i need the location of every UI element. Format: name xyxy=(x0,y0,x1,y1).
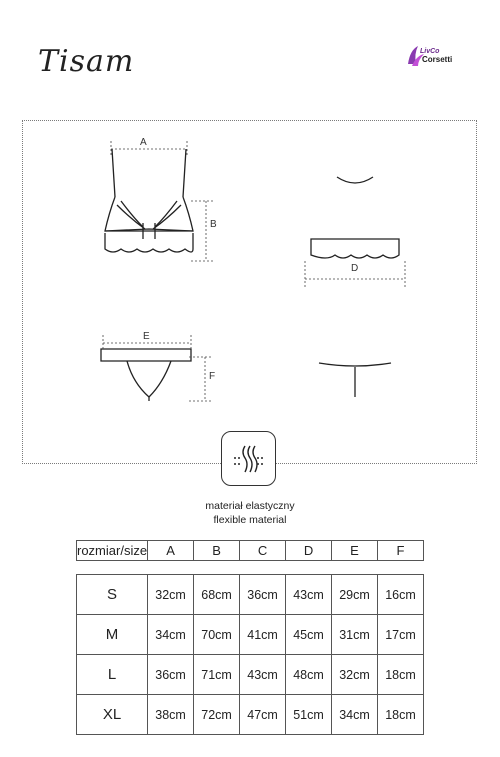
value-cell: 17cm xyxy=(378,615,424,655)
table-spacer xyxy=(77,561,424,575)
value-cell: 34cm xyxy=(332,695,378,735)
value-cell: 72cm xyxy=(194,695,240,735)
thong-front-drawing xyxy=(101,349,191,401)
value-cell: 16cm xyxy=(378,575,424,615)
value-cell: 29cm xyxy=(332,575,378,615)
value-cell: 36cm xyxy=(240,575,286,615)
size-cell: S xyxy=(77,575,148,615)
material-caption-polish: materiał elastyczny xyxy=(205,500,295,512)
table-row xyxy=(77,615,424,655)
value-cell: 31cm xyxy=(332,615,378,655)
measure-b-label: B xyxy=(210,219,217,230)
column-header-c: C xyxy=(240,541,286,561)
size-cell: M xyxy=(77,615,148,655)
value-cell: 18cm xyxy=(378,695,424,735)
value-cell: 32cm xyxy=(332,655,378,695)
value-cell: 34cm xyxy=(148,615,194,655)
measure-a-label: A xyxy=(140,137,147,148)
measure-b-line xyxy=(191,201,213,261)
value-cell: 32cm xyxy=(148,575,194,615)
value-cell: 43cm xyxy=(286,575,332,615)
bra-back-drawing xyxy=(311,177,399,258)
flexible-material-icon xyxy=(221,431,276,486)
measure-f-label: F xyxy=(209,371,216,382)
size-table xyxy=(76,540,424,735)
measurement-diagram xyxy=(22,120,477,464)
table-row xyxy=(77,695,424,735)
value-cell: 43cm xyxy=(240,655,286,695)
value-cell: 36cm xyxy=(148,655,194,695)
column-header-e: E xyxy=(332,541,378,561)
value-cell: 45cm xyxy=(286,615,332,655)
size-cell: L xyxy=(77,655,148,695)
column-header-a: A xyxy=(148,541,194,561)
corner-label: rozmiar/size xyxy=(77,541,148,561)
brand-line-2: Corsetti xyxy=(422,55,453,64)
table-row xyxy=(77,655,424,695)
value-cell: 41cm xyxy=(240,615,286,655)
measure-a-line xyxy=(111,141,187,157)
brand-logo xyxy=(404,40,464,76)
column-header-d: D xyxy=(286,541,332,561)
column-header-b: B xyxy=(194,541,240,561)
measure-d-label: D xyxy=(351,263,359,274)
value-cell: 18cm xyxy=(378,655,424,695)
value-cell: 71cm xyxy=(194,655,240,695)
size-table-header xyxy=(77,541,424,561)
value-cell: 70cm xyxy=(194,615,240,655)
column-header-f: F xyxy=(378,541,424,561)
brand-line-1: LivCo xyxy=(420,48,440,55)
value-cell: 47cm xyxy=(240,695,286,735)
product-title: Tisam xyxy=(38,44,135,79)
value-cell: 48cm xyxy=(286,655,332,695)
bra-front-drawing xyxy=(105,149,193,252)
value-cell: 38cm xyxy=(148,695,194,735)
size-cell: XL xyxy=(77,695,148,735)
material-caption-english: flexible material xyxy=(213,514,287,526)
thong-back-drawing xyxy=(319,363,391,397)
measure-f-line xyxy=(189,357,211,401)
value-cell: 68cm xyxy=(194,575,240,615)
value-cell: 51cm xyxy=(286,695,332,735)
measure-e-label: E xyxy=(143,331,150,342)
table-row xyxy=(77,575,424,615)
